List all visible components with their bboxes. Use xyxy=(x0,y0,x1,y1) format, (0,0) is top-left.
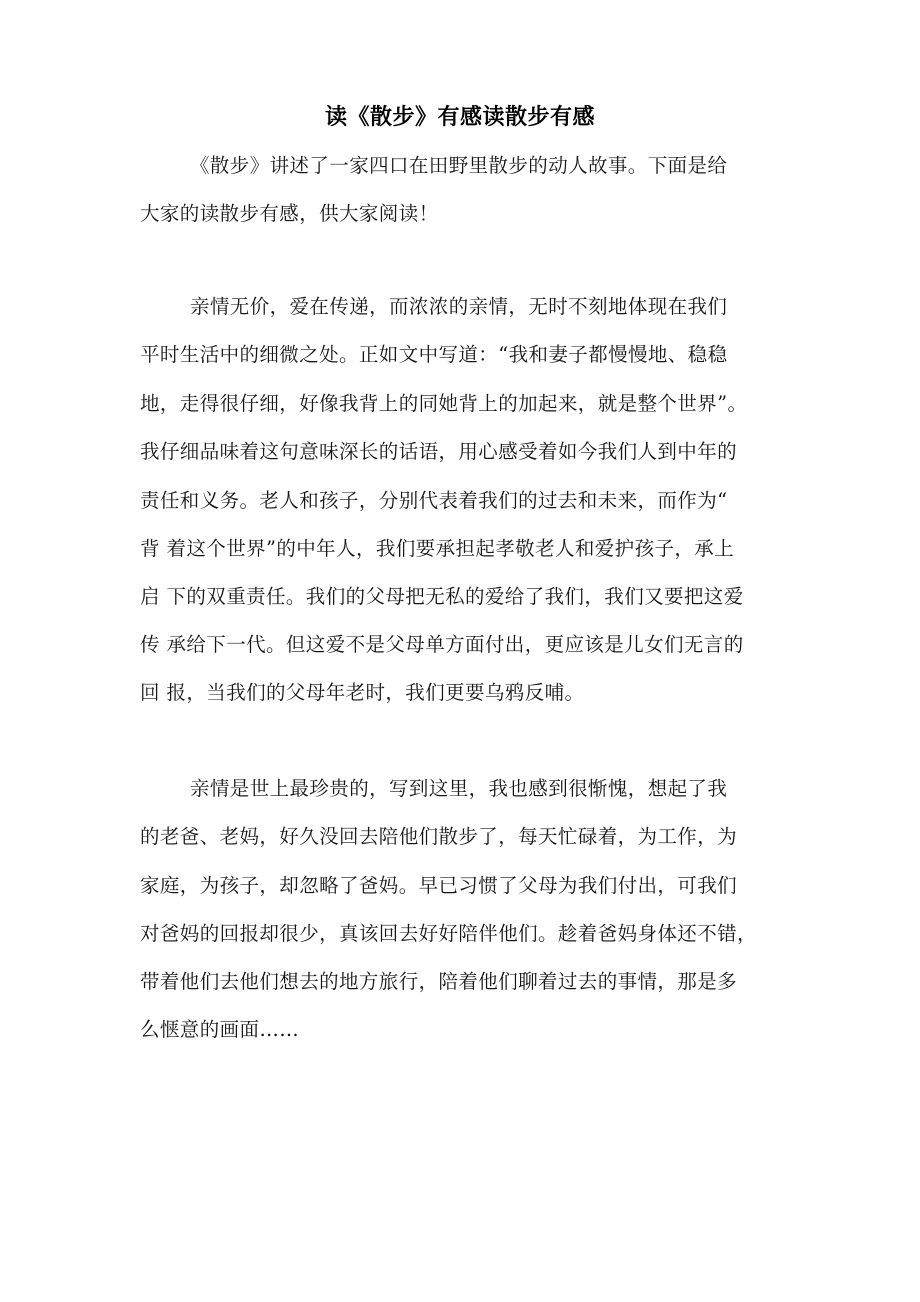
paragraph-2-line-3: 家庭，为孩子，却忽略了爸妈。早已习惯了父母为我们付出，可我们 xyxy=(140,874,738,897)
document-title: 读《散步》有感读散步有感 xyxy=(324,105,595,130)
paragraph-1-line-1: 亲情无价，爱在传递，而浓浓的亲情，无时不刻地体现在我们 xyxy=(190,295,728,318)
paragraph-1-line-8: 传 承给下一代。但这爱不是父母单方面付出，更应该是儿女们无言的 xyxy=(140,633,744,656)
paragraph-2-line-6: 么惬意的画面…… xyxy=(140,1018,300,1041)
paragraph-2-line-4: 对爸妈的回报却很少，真该回去好好陪伴他们。趁着爸妈身体还不错， xyxy=(140,922,757,945)
paragraph-1-line-5: 责任和义务。老人和孩子，分别代表着我们的过去和未来，而作为“ xyxy=(140,489,728,512)
paragraph-1-line-2: 平时生活中的细微之处。正如文中写道：“我和妻子都慢慢地、稳稳 xyxy=(140,343,728,366)
paragraph-1-line-9: 回 报，当我们的父母年老时，我们更要乌鸦反哺。 xyxy=(140,681,585,704)
paragraph-1-line-7: 启 下的双重责任。我们的父母把无私的爱给了我们，我们又要把这爱 xyxy=(140,585,744,608)
paragraph-1-line-3: 地，走得很仔细，好像我背上的同她背上的加起来，就是整个世界”。 xyxy=(140,392,748,415)
paragraph-2-line-2: 的老爸、老妈，好久没回去陪他们散步了，每天忙碌着，为工作，为 xyxy=(140,825,738,848)
paragraph-2-line-5: 带着他们去他们想去的地方旅行，陪着他们聊着过去的事情，那是多 xyxy=(140,970,738,993)
intro-line-1: 《散步》讲述了一家四口在田野里散步的动人故事。下面是给 xyxy=(190,154,728,177)
paragraph-1-line-4: 我仔细品味着这句意味深长的话语，用心感受着如今我们人到中年的 xyxy=(140,440,738,463)
paragraph-2-line-1: 亲情是世上最珍贵的，写到这里，我也感到很惭愧，想起了我 xyxy=(190,777,728,800)
paragraph-1-line-6: 背 着这个世界”的中年人，我们要承担起孝敬老人和爱护孩子，承上 xyxy=(140,537,735,560)
intro-line-2: 大家的读散步有感，供大家阅读！ xyxy=(140,202,439,225)
